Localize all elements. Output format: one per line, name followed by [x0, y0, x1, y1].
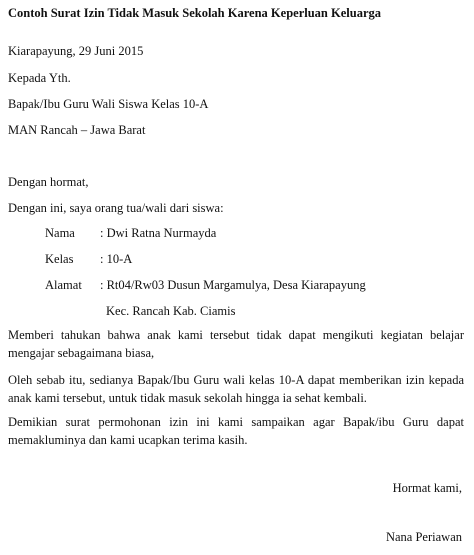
address-value-line2: Kec. Rancah Kab. Ciamis [106, 304, 236, 318]
place-date: Kiarapayung, 29 Juni 2015 [8, 44, 144, 58]
name-value: : Dwi Ratna Nurmayda [100, 226, 217, 240]
school-address: MAN Rancah – Jawa Barat [8, 123, 146, 137]
address-value: : Rt04/Rw03 Dusun Margamulya, Desa Kiarapayung [100, 278, 366, 292]
greeting: Dengan hormat, [8, 175, 89, 189]
closing: Hormat kami, [392, 481, 462, 495]
to-label: Kepada Yth. [8, 71, 71, 85]
class-label: Kelas [45, 252, 74, 266]
class-value: : 10-A [100, 252, 133, 266]
signer-name: Nana Periawan [385, 530, 462, 544]
paragraph-1: Memberi tahukan bahwa anak kami tersebut tidak dapat mengikuti kegiatan belajar mengajar sebagaimana biasa, [8, 328, 464, 360]
recipient: Bapak/Ibu Guru Wali Siswa Kelas 10-A [8, 97, 209, 111]
letter-title: Contoh Surat Izin Tidak Masuk Sekolah Karena Keperluan Keluarga [8, 6, 381, 20]
intro-line: Dengan ini, saya orang tua/wali dari siswa: [8, 201, 224, 215]
paragraph-2: Oleh sebab itu, sedianya Bapak/Ibu Guru wali kelas 10-A dapat memberikan izin kepada anak kami tersebut, untuk tidak masuk sekolah hingga ia sehat kembali. [8, 373, 464, 405]
address-label: Alamat [45, 278, 82, 292]
paragraph-3: Demikian surat permohonan izin ini kami sampaikan agar Bapak/ibu Guru dapat memakluminya dan kami ucapkan terima kasih. [8, 415, 464, 447]
name-label: Nama [45, 226, 75, 240]
